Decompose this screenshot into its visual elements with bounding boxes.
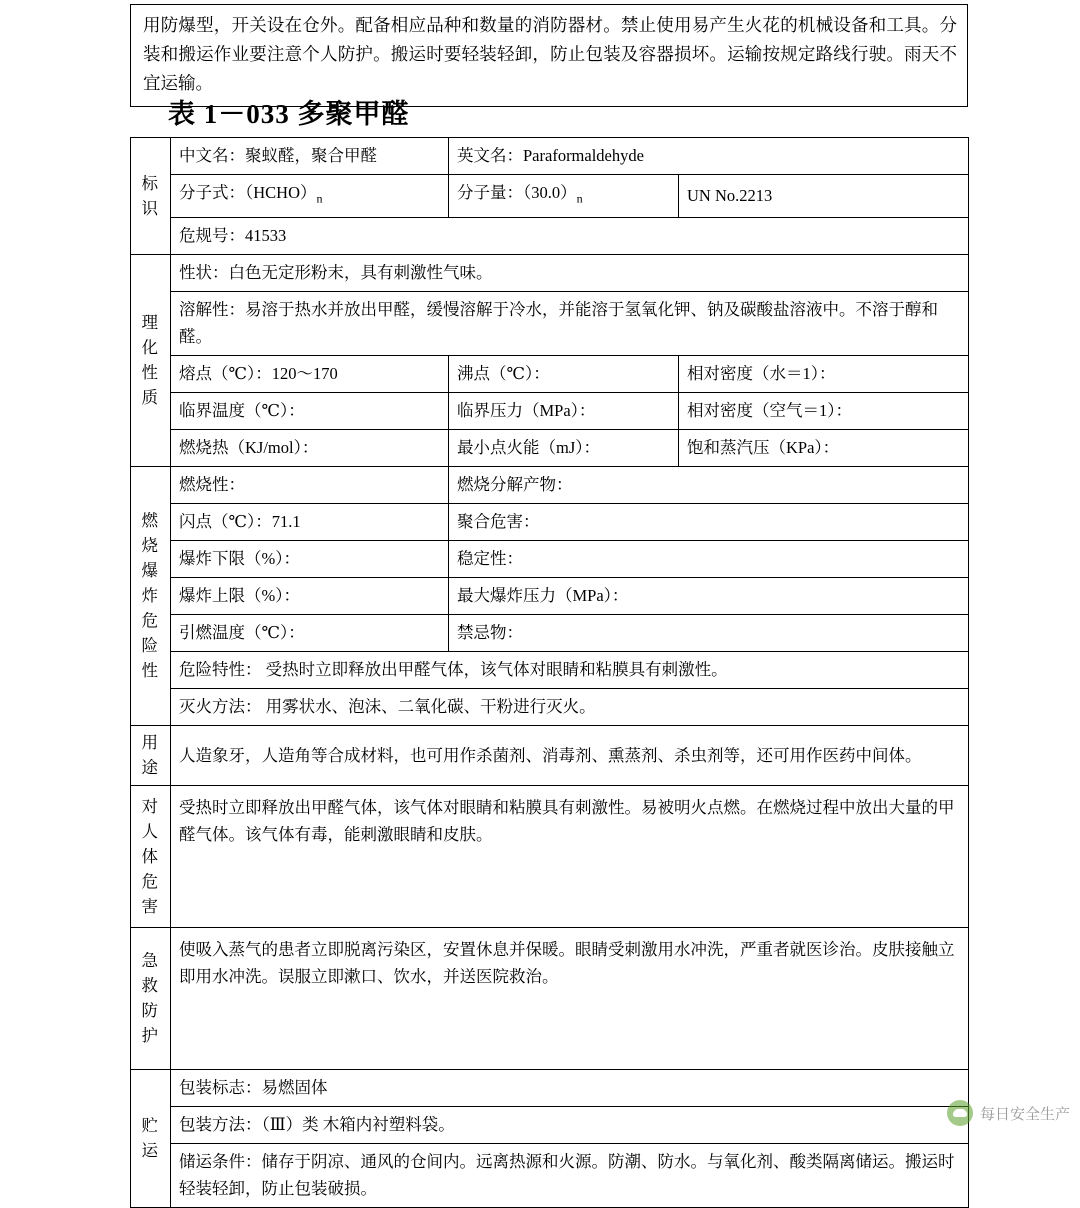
table-row	[131, 467, 969, 504]
table-row	[131, 218, 969, 255]
table-row	[131, 928, 969, 1070]
polymerization-hazard-cell: 聚合危害：	[449, 504, 969, 541]
row-label-physical-text: 理化性质	[141, 313, 158, 408]
table-row	[131, 255, 969, 292]
cn-name-value: 聚蚁醛，聚合甲醛	[245, 146, 377, 165]
en-name-cell	[449, 138, 969, 175]
heat-of-combustion-cell: 燃烧热（KJ/mol）：	[171, 430, 449, 467]
table-row	[131, 1107, 969, 1144]
critical-temperature-cell: 临界温度（℃）：	[171, 393, 449, 430]
molecular-weight-subscript: n	[576, 191, 583, 206]
max-explosion-pressure-cell: 最大爆炸压力（MPa）：	[449, 578, 969, 615]
molecular-weight-cell	[449, 175, 679, 218]
table-row	[131, 430, 969, 467]
table-row	[131, 541, 969, 578]
chemical-datasheet-table	[130, 137, 969, 1208]
table-row	[131, 578, 969, 615]
boiling-point-cell: 沸点（℃）：	[449, 356, 679, 393]
row-label-firstaid	[131, 928, 171, 1070]
row-label-combustion	[131, 467, 171, 726]
formula-subscript: n	[316, 191, 323, 206]
saturated-vapor-pressure-cell: 饱和蒸汽压（KPa）：	[679, 430, 969, 467]
row-label-harm	[131, 786, 171, 928]
un-number-cell: UN No.2213	[679, 175, 969, 218]
use-cell: 人造象牙，人造角等合成材料，也可用作杀菌剂、消毒剂、熏蒸剂、杀虫剂等，还可用作医药中间体。	[171, 726, 969, 786]
table-row	[131, 175, 969, 218]
table-row	[131, 652, 969, 689]
table-row	[131, 504, 969, 541]
solubility-cell: 溶解性：易溶于热水并放出甲醛，缓慢溶解于冷水，并能溶于氢氧化钾、钠及碳酸盐溶液中。不溶于醇和醛。	[171, 292, 969, 356]
danger-number-value: 41533	[245, 226, 287, 246]
row-label-firstaid-text: 急救防护	[141, 951, 158, 1046]
en-name-label: 英文名：	[457, 146, 523, 165]
row-label-identification-text: 标识	[141, 173, 158, 218]
incompatible-materials-cell: 禁忌物：	[449, 615, 969, 652]
flash-point-cell: 闪点（℃）：71.1	[171, 504, 449, 541]
storage-condition-cell: 储运条件：储存于阴凉、通风的仓间内。远离热源和火源。防潮、防水。与氧化剂、酸类隔离储运。搬运时轻装轻卸，防止包装破损。	[171, 1144, 969, 1208]
table-row	[131, 689, 969, 726]
melting-point-cell: 熔点（℃）：120～170	[171, 356, 449, 393]
firstaid-cell: 使吸入蒸气的患者立即脱离污染区，安置休息并保暖。眼睛受刺激用水冲洗，严重者就医诊治。皮肤接触立即用水冲洗。误服立即漱口、饮水，并送医院救治。	[171, 928, 969, 1070]
packing-mark-cell: 包装标志：易燃固体	[171, 1070, 969, 1107]
row-label-combustion-text: 燃烧爆炸危险性	[141, 511, 158, 681]
watermark-text: 每日安全生产	[979, 1105, 1070, 1123]
table-row	[131, 726, 969, 786]
wechat-logo-icon	[947, 1100, 973, 1126]
table-row	[131, 393, 969, 430]
harm-cell: 受热时立即释放出甲醛气体，该气体对眼睛和粘膜具有刺激性。易被明火点燃。在燃烧过程中放出大量的甲醛气体。该气体有毒，能刺激眼睛和皮肤。	[171, 786, 969, 928]
packing-method-cell: 包装方法：（Ⅲ）类 木箱内衬塑料袋。	[171, 1107, 969, 1144]
critical-pressure-cell: 临界压力（MPa）：	[449, 393, 679, 430]
decomposition-products-cell: 燃烧分解产物：	[449, 467, 969, 504]
formula-label: 分子式：（HCHO）	[179, 183, 317, 202]
row-label-harm-text: 对人体危害	[141, 796, 158, 916]
stability-cell: 稳定性：	[449, 541, 969, 578]
row-label-physical	[131, 255, 171, 467]
min-ignition-energy-cell: 最小点火能（mJ）：	[449, 430, 679, 467]
row-label-use-text: 用途	[141, 733, 158, 778]
table-row	[131, 1144, 969, 1208]
row-label-use	[131, 726, 171, 786]
extinguishing-method-cell: 灭火方法： 用雾状水、泡沫、二氧化碳、干粉进行灭火。	[171, 689, 969, 726]
molecular-weight-label: 分子量：（30.0）	[457, 183, 577, 202]
table-row	[131, 292, 969, 356]
relative-density-water-cell: 相对密度（水＝1）：	[679, 356, 969, 393]
top-paragraph: 用防爆型，开关设在仓外。配备相应品种和数量的消防器材。禁止使用易产生火花的机械设备和工具。分装和搬运作业要注意个人防护。搬运时要轻装轻卸，防止包装及容器损坏。运输按规定路线行驶。雨天不宜运输。	[143, 15, 957, 93]
page-title: 表 1－033 多聚甲醛	[168, 99, 410, 129]
danger-number-cell	[171, 218, 969, 255]
ignition-temperature-cell: 引燃温度（℃）：	[171, 615, 449, 652]
table-row	[131, 138, 969, 175]
upper-explosion-limit-cell: 爆炸上限（%）：	[171, 578, 449, 615]
hazard-characteristics-cell: 危险特性： 受热时立即释放出甲醛气体，该气体对眼睛和粘膜具有刺激性。	[171, 652, 969, 689]
cn-name-cell	[171, 138, 449, 175]
row-label-storage-text: 贮运	[141, 1116, 158, 1161]
table-row	[131, 1070, 969, 1107]
formula-cell	[171, 175, 449, 218]
en-name-value: Paraformaldehyde	[523, 146, 644, 165]
appearance-cell: 性状：白色无定形粉末，具有刺激性气味。	[171, 255, 969, 292]
flammability-cell: 燃烧性：	[171, 467, 449, 504]
cn-name-label: 中文名：	[179, 146, 245, 165]
relative-density-air-cell: 相对密度（空气＝1）：	[679, 393, 969, 430]
lower-explosion-limit-cell: 爆炸下限（%）：	[171, 541, 449, 578]
row-label-identification	[131, 138, 171, 255]
danger-number-label: 危规号：	[179, 226, 245, 246]
table-row	[131, 786, 969, 928]
table-row	[131, 356, 969, 393]
row-label-storage	[131, 1070, 171, 1208]
watermark	[947, 1100, 1070, 1126]
table-row	[131, 615, 969, 652]
